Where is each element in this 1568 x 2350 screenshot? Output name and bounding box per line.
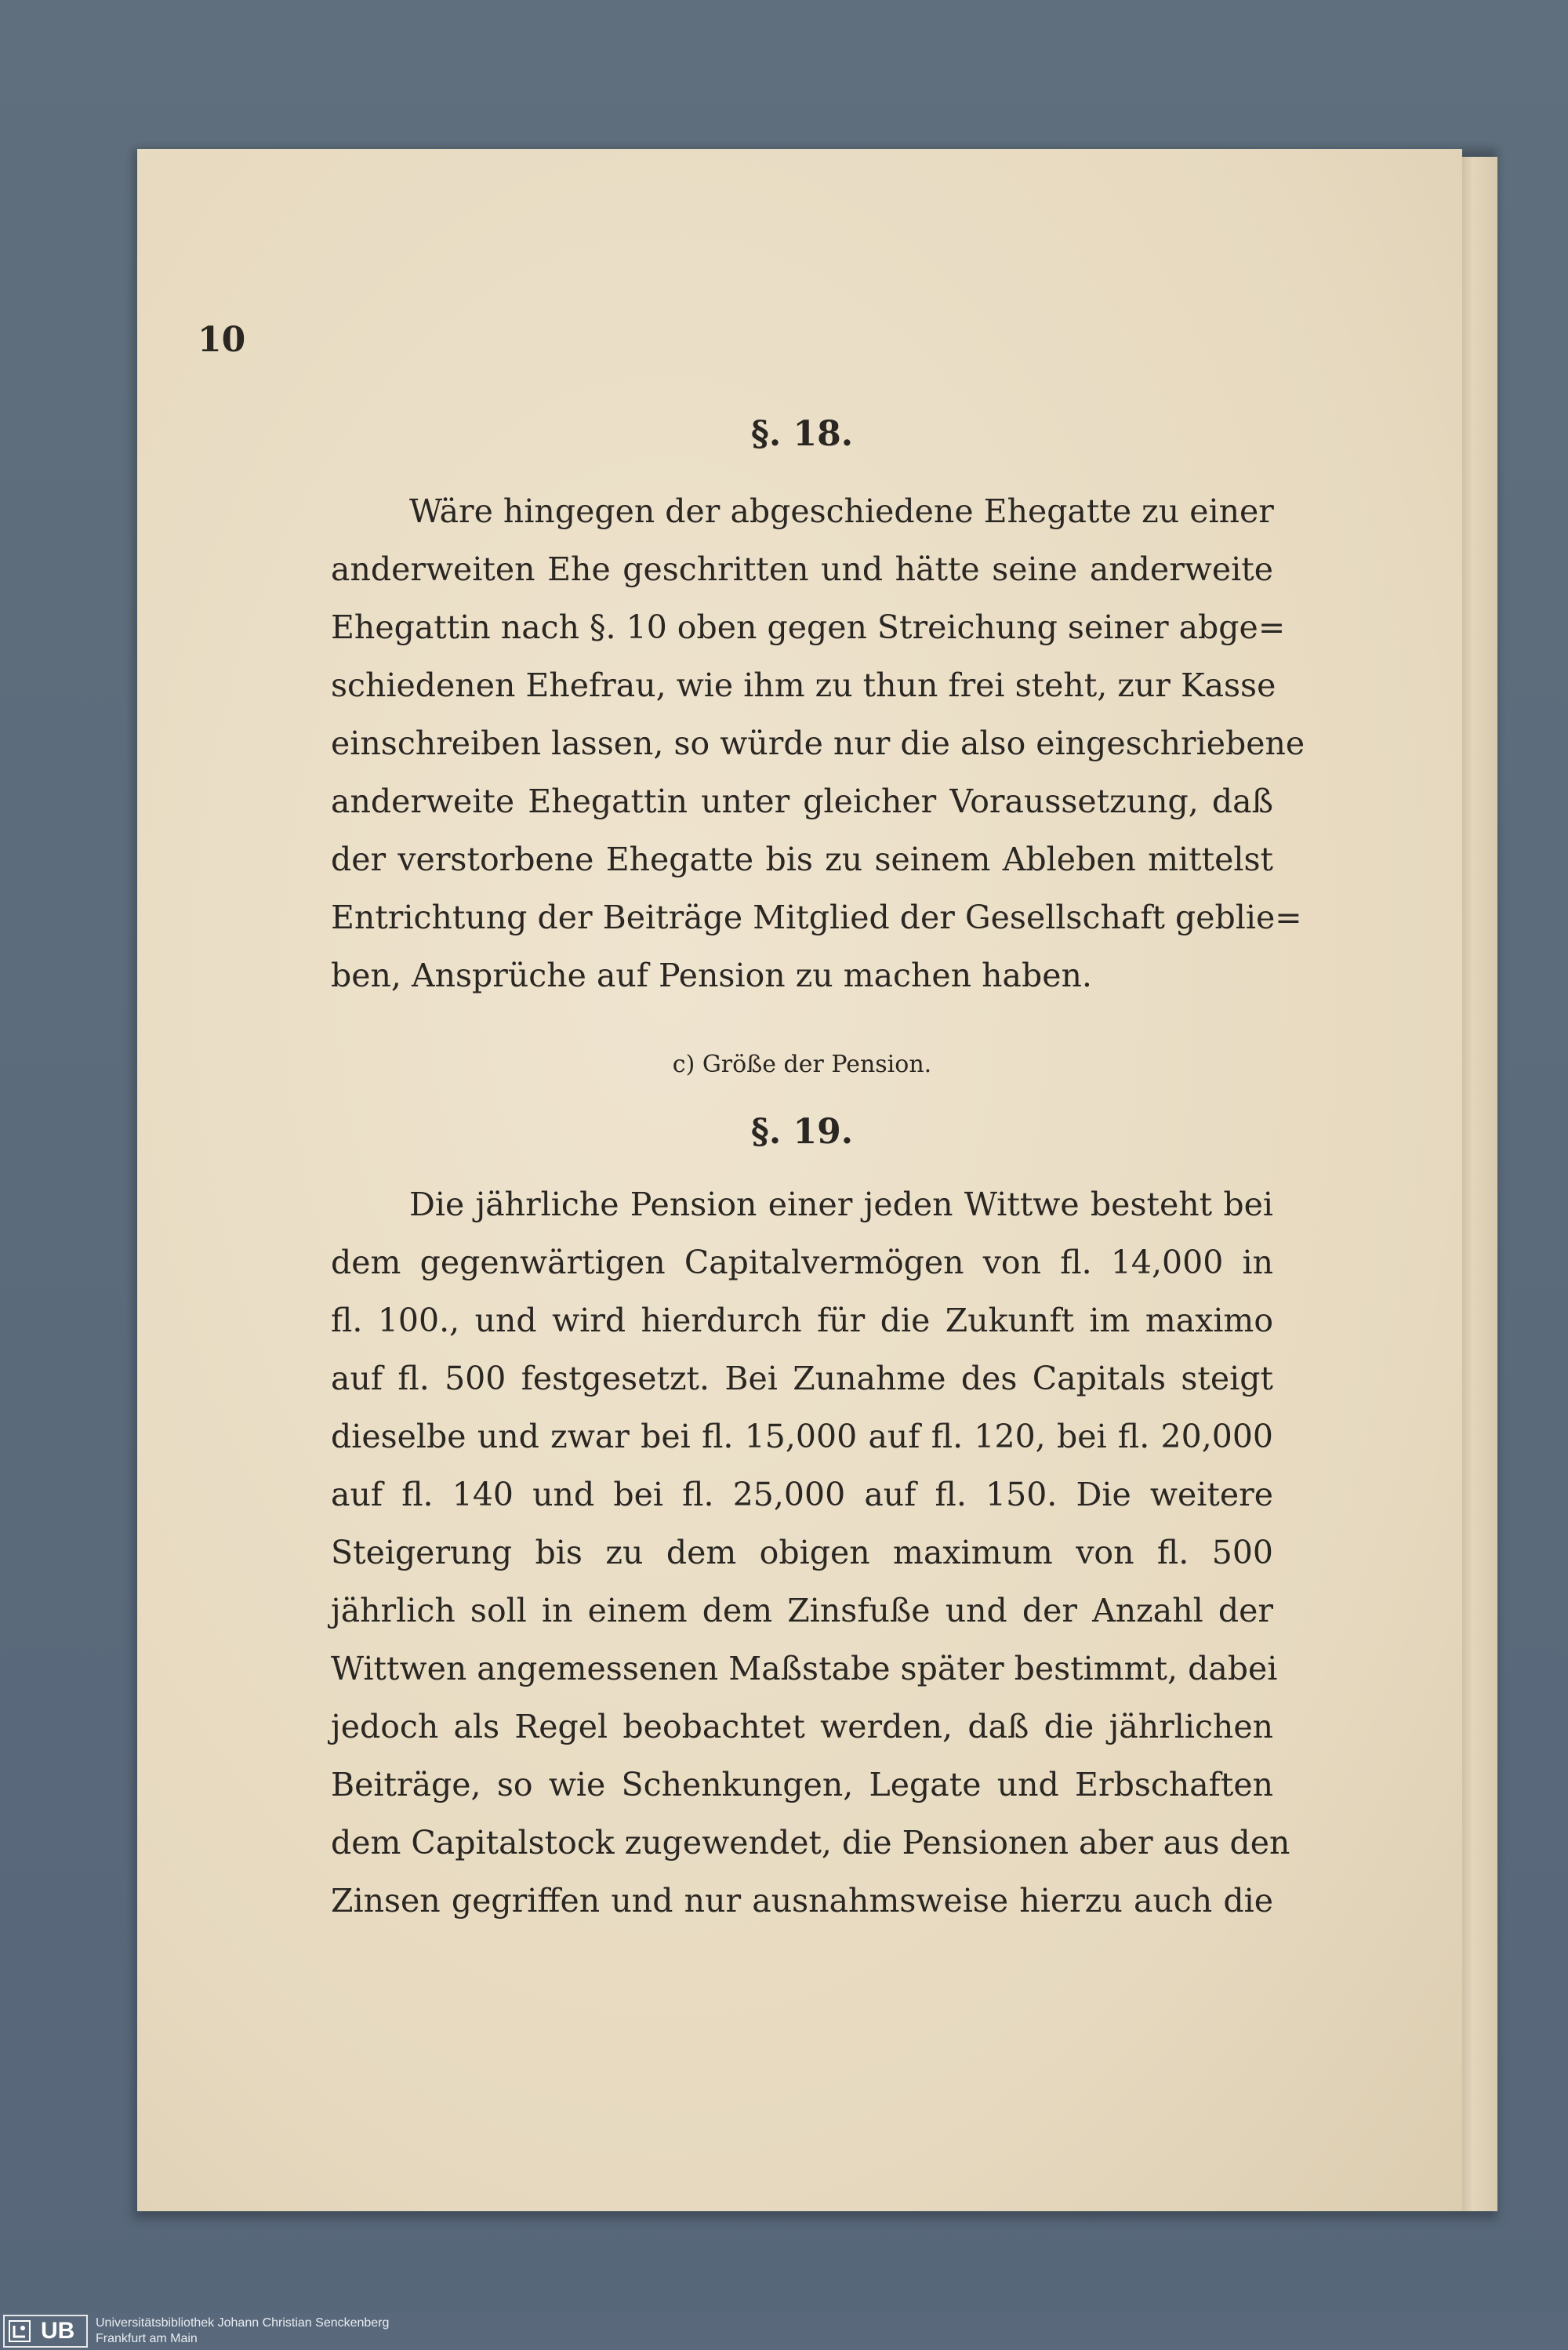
text-line: auf fl. 140 und bei fl. 25,000 auf fl. 150. Die weitere bbox=[331, 1476, 1273, 1513]
text-line: dem Capitalstock zugewendet, die Pensionen aber aus den bbox=[331, 1824, 1290, 1861]
text-line: Beiträge, so wie Schenkungen, Legate und Erbschaften bbox=[331, 1766, 1273, 1803]
text-line: jährlich soll in einem dem Zinsfuße und der Anzahl der bbox=[331, 1592, 1273, 1629]
text-line: einschreiben lassen, so würde nur die also eingeschriebene bbox=[331, 725, 1305, 762]
text-line: der verstorbene Ehegatte bis zu seinem Ableben mittelst bbox=[331, 841, 1273, 878]
text-line: Steigerung bis zu dem obigen maximum von fl. 500 bbox=[331, 1534, 1273, 1571]
text-line: dem gegenwärtigen Capitalvermögen von fl. 14,000 in bbox=[331, 1244, 1273, 1281]
text-line: schiedenen Ehefrau, wie ihm zu thun frei steht, zur Kasse bbox=[331, 666, 1276, 704]
text-line: Wittwen angemessenen Maßstabe später bestimmt, dabei bbox=[331, 1650, 1278, 1687]
text-line: Entrichtung der Beiträge Mitglied der Gesellschaft geblie= bbox=[331, 899, 1302, 936]
library-logo[interactable] bbox=[3, 2315, 88, 2348]
page-number: 10 bbox=[198, 320, 246, 360]
text-line: jedoch als Regel beobachtet werden, daß die jährlichen bbox=[331, 1708, 1273, 1745]
section-19-heading: §. 19. bbox=[750, 1112, 854, 1152]
library-logo-text: UB bbox=[41, 2318, 75, 2344]
subsection-title: c) Größe der Pension. bbox=[672, 1051, 932, 1078]
text-line: ben, Ansprüche auf Pension zu machen haben. bbox=[331, 957, 1092, 994]
text-line: dieselbe und zwar bei fl. 15,000 auf fl. 120, bei fl. 20,000 bbox=[331, 1418, 1273, 1455]
text-line: fl. 100., und wird hierdurch für die Zukunft im maximo bbox=[331, 1302, 1273, 1339]
text-line: Wäre hingegen der abgeschiedene Ehegatte zu einer bbox=[409, 492, 1274, 530]
library-logo-icon bbox=[8, 2319, 31, 2343]
text-line: Die jährliche Pension einer jeden Wittwe besteht bei bbox=[409, 1186, 1273, 1223]
text-line: anderweite Ehegattin unter gleicher Voraussetzung, daß bbox=[331, 783, 1273, 820]
next-page-edge bbox=[1462, 157, 1497, 2211]
text-line: Ehegattin nach §. 10 oben gegen Streichung seiner abge= bbox=[331, 608, 1286, 646]
section-18-heading: §. 18. bbox=[750, 414, 854, 454]
text-line: auf fl. 500 festgesetzt. Bei Zunahme des Capitals steigt bbox=[331, 1360, 1273, 1397]
text-line: anderweiten Ehe geschritten und hätte seine anderweite bbox=[331, 550, 1273, 588]
text-line: Zinsen gegriffen und nur ausnahmsweise hierzu auch die bbox=[331, 1882, 1273, 1920]
library-name: Universitätsbibliothek Johann Christian Senckenberg bbox=[96, 2316, 390, 2330]
library-city: Frankfurt am Main bbox=[96, 2332, 198, 2345]
